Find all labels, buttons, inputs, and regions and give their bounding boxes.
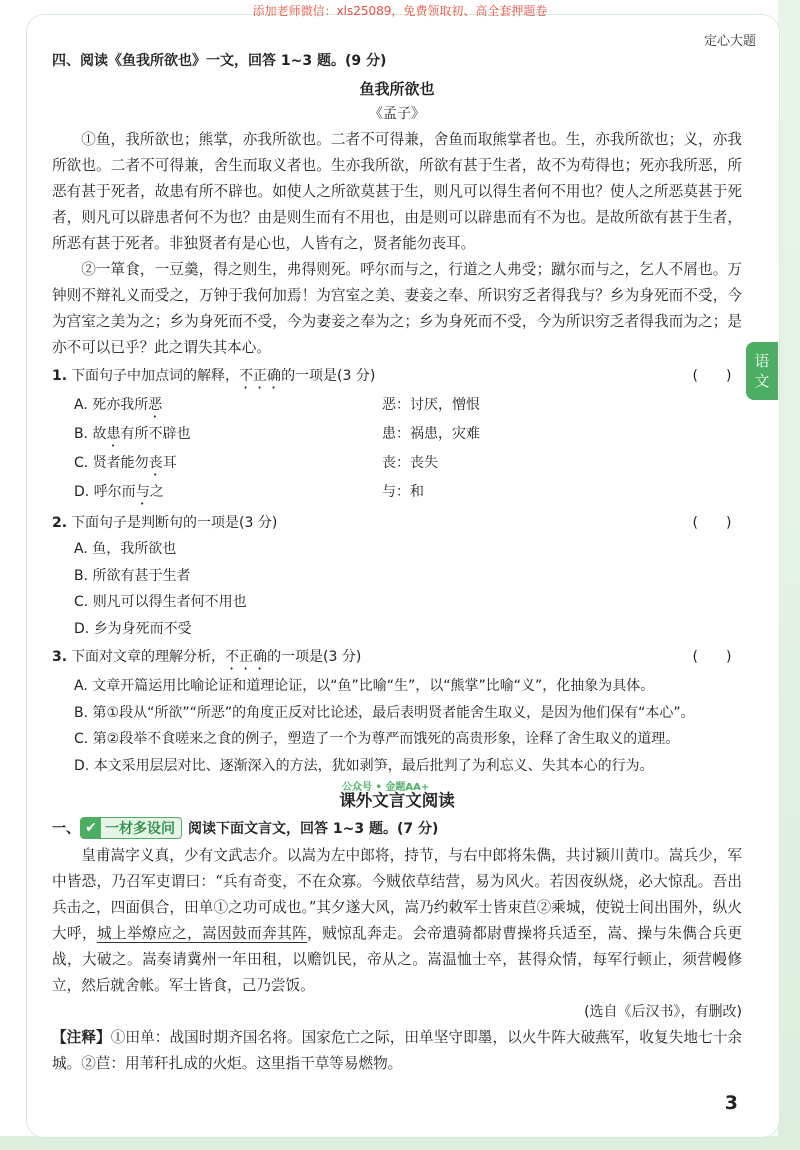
passage-paragraph-1: ①鱼，我所欲也；熊掌，亦我所欲也。二者不可得兼，舍鱼而取熊掌者也。生，亦我所欲也；义，亦我所欲也。二者不可得兼，舍生而取义者也。生亦我所欲，所欲有甚于生者，故不为苟得也；死亦我所恶，所恶有甚于死者，故患有所不辟也。如使人之所欲莫甚于生，则凡可以得生者何不用也？使人之所恶莫甚于死者，则凡可以辟患者何不为也？由是则生而有不用也，由是则可以辟患而有不为也。是故所欲有甚于生者，所恶有甚于死者。非独贤者有是心也，人皆有之，贤者能勿丧耳。 bbox=[52, 131, 742, 252]
q3-option-d[interactable]: D. 本文采用层层对比、逐渐深入的方法，犹如剥笋，最后批判了为利忘义、失其本心的行为。 bbox=[74, 757, 654, 774]
underlined-sentence: 城上举燎应之，嵩因鼓而奔其阵 bbox=[97, 925, 308, 942]
emphasis-text: 不正确 bbox=[225, 649, 268, 665]
answer-blank[interactable]: ( ) bbox=[692, 649, 732, 665]
q2-option-b[interactable]: B. 所欲有甚于生者 bbox=[74, 567, 191, 584]
subject-tab-char-1: 语 bbox=[754, 352, 770, 370]
option-explanation: 与：和 bbox=[382, 484, 424, 500]
q2-option-d[interactable]: D. 乡为身死而不受 bbox=[74, 620, 192, 637]
subject-tab[interactable] bbox=[746, 342, 778, 400]
question-1-stem: 1. 下面句子中加点词的解释，不正确的一项是(3 分) bbox=[52, 368, 376, 384]
option-explanation: 患：祸患，灾难 bbox=[382, 426, 480, 442]
question-type-badge: ✔ 一材多设问 bbox=[80, 817, 182, 839]
answer-blank[interactable]: ( ) bbox=[692, 515, 732, 531]
q3-option-b[interactable]: B. 第①段从“所欲”“所恶”的角度正反对比论述，最后表明贤者能舍生取义，是因为他们保有“本心”。 bbox=[74, 704, 695, 721]
question-3-stem: 3. 下面对文章的理解分析，不正确的一项是(3 分) bbox=[52, 649, 362, 665]
q1-option-b[interactable]: B. 故患有所不辟也 患：祸患，灾难 bbox=[52, 421, 742, 450]
classical-passage: 皇甫嵩字义真，少有文武志介。以嵩为左中郎将，持节，与右中郎将朱儁，共讨颍川黄巾。嵩兵少，军中皆恐，乃召军吏谓曰：“兵有奇变，不在众寡。今贼依草结营，易为风火。若因夜纵烧，必大惊乱。吾出兵击之，四面俱合，田单①之功可成也。”其夕遂大风，嵩乃约敕军士皆束苣②乘城，使锐士间出围外，纵火大呼，城上举燎应之，嵩因鼓而奔其阵，贼惊乱奔走。会帝遣骑都尉曹操将兵适至，嵩、操与朱儁合兵更战，大破之。嵩奏请冀州一年田租，以赡饥民，帝从之。嵩温恤士卒，甚得众情，每军行顿止，须营幔修立，然后就舍帐。军士皆食，己乃尝饭。 bbox=[52, 847, 742, 994]
q3-option-a[interactable]: A. 文章开篇运用比喻论证和道理论证，以“鱼”比喻“生”，以“熊掌”比喻“义”，化抽象为具体。 bbox=[74, 678, 655, 694]
passage-author: 《孟子》 bbox=[369, 106, 425, 122]
question-3 bbox=[52, 644, 742, 673]
q3-option-c[interactable]: C. 第②段举不食嗟来之食的例子，塑造了一个为尊严而饿死的高贵形象，诠释了舍生取义的道理。 bbox=[74, 731, 680, 747]
question-2-stem: 2. 下面句子是判断句的一项是(3 分) bbox=[52, 515, 278, 531]
option-explanation: 丧：丧失 bbox=[382, 455, 438, 471]
question-2 bbox=[52, 510, 742, 536]
passage-title: 鱼我所欲也 bbox=[359, 80, 435, 98]
annotation: 【注释】①田单：战国时期齐国名将。国家危亡之际，田单坚守即墨，以火牛阵大破燕军，收复失地七十余城。②苣：用苇秆扎成的火炬。这里指干草等易燃物。 bbox=[52, 1029, 742, 1072]
q2-option-c[interactable]: C. 则凡可以得生者何不用也 bbox=[74, 594, 247, 610]
q2-option-a[interactable]: A. 鱼，我所欲也 bbox=[74, 541, 177, 557]
page-content bbox=[52, 50, 742, 1077]
emphasis-text: 不正确 bbox=[239, 368, 282, 384]
page-edge-band bbox=[778, 0, 800, 1150]
annotation-label: 【注释】 bbox=[52, 1029, 111, 1046]
question-1 bbox=[52, 363, 742, 392]
q1-option-c[interactable]: C. 贤者能勿丧耳 丧：丧失 bbox=[52, 450, 742, 479]
q1-option-a[interactable]: A. 死亦我所恶 恶：讨厌，憎恨 bbox=[52, 392, 742, 421]
watermark: 添加老师微信：xls25089，免费领取初、高全套押题卷 bbox=[252, 4, 548, 18]
header-label: 定心大题 bbox=[703, 34, 756, 49]
wechat-logo-text: 公众号 • 金题AA+ bbox=[342, 782, 430, 793]
page-number: 3 bbox=[724, 1092, 738, 1114]
section-4-heading: 四、阅读《鱼我所欲也》一文，回答 1~3 题。(9 分) bbox=[52, 53, 387, 69]
answer-blank[interactable]: ( ) bbox=[692, 368, 732, 384]
section-title: 课外文言文阅读 公众号 • 金题AA+ bbox=[52, 787, 742, 811]
section-extra-heading: 一、 ✔ 一材多设问 阅读下面文言文，回答 1~3 题。(7 分) bbox=[52, 817, 742, 839]
q1-option-d[interactable]: D. 呼尔而与之 与：和 bbox=[52, 479, 742, 508]
subject-tab-char-2: 文 bbox=[754, 372, 770, 390]
check-icon: ✔ bbox=[81, 818, 101, 838]
option-explanation: 恶：讨厌，憎恨 bbox=[382, 397, 480, 413]
page-bottom-band bbox=[0, 1136, 800, 1150]
passage-source: (选自《后汉书》，有删改) bbox=[584, 1004, 742, 1020]
passage-paragraph-2: ②一箪食，一豆羹，得之则生，弗得则死。呼尔而与之，行道之人弗受；蹴尔而与之，乞人不屑也。万钟则不辩礼义而受之，万钟于我何加焉！为宫室之美、妻妾之奉、所识穷乏者得我与？乡为身死而不受，今为宫室之美为之；乡为身死而不受，今为妻妾之奉为之；乡为身死而不受，今为所识穷乏者得我而为之；是亦不可以已乎？此之谓失其本心。 bbox=[52, 261, 742, 356]
